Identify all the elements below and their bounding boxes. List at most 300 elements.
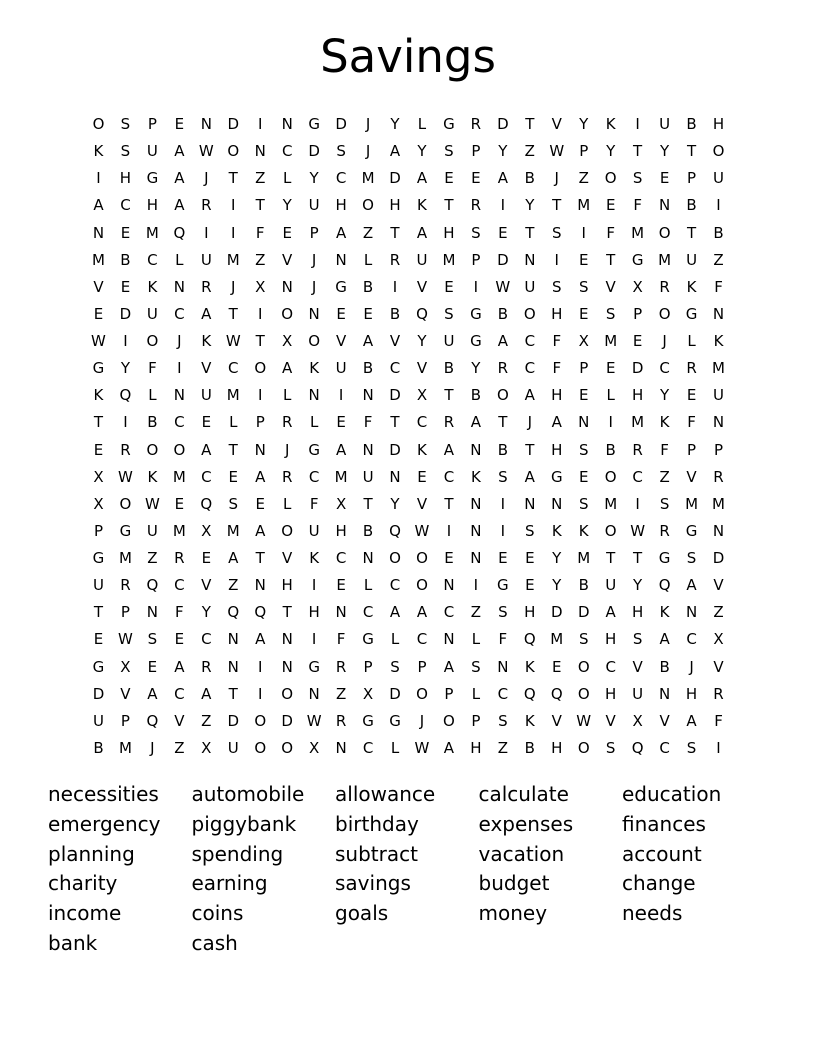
grid-cell[interactable]: T (228, 304, 238, 323)
grid-cell[interactable]: C (308, 467, 320, 486)
grid-cell[interactable]: I (311, 630, 317, 649)
grid-cell[interactable]: U (200, 250, 212, 269)
grid-cell[interactable]: O (416, 684, 428, 703)
grid-cell[interactable]: N (578, 413, 590, 432)
grid-cell[interactable]: N (712, 413, 725, 432)
grid-cell[interactable]: Q (227, 603, 240, 622)
grid-cell[interactable]: Z (659, 467, 670, 486)
grid-cell[interactable]: E (120, 277, 131, 296)
grid-cell[interactable]: O (146, 332, 159, 351)
grid-cell[interactable]: M (442, 250, 456, 269)
grid-cell[interactable]: P (713, 440, 724, 459)
grid-cell[interactable]: L (417, 115, 427, 134)
grid-cell[interactable]: B (362, 359, 374, 378)
grid-cell[interactable]: D (712, 549, 725, 568)
grid-cell[interactable]: V (174, 711, 185, 730)
grid-cell[interactable]: A (524, 467, 535, 486)
grid-cell[interactable]: W (144, 494, 160, 513)
grid-cell[interactable]: O (658, 304, 671, 323)
grid-cell[interactable]: N (200, 115, 212, 134)
grid-cell[interactable]: W (118, 467, 133, 486)
grid-cell[interactable]: V (416, 494, 428, 513)
grid-cell[interactable]: V (605, 277, 616, 296)
grid-cell[interactable]: Y (498, 142, 508, 161)
grid-cell[interactable]: Y (552, 549, 562, 568)
grid-cell[interactable]: H (146, 196, 159, 215)
grid-cell[interactable]: P (471, 711, 481, 730)
grid-cell[interactable]: O (496, 386, 509, 405)
grid-cell[interactable]: Z (362, 223, 374, 242)
grid-cell[interactable]: S (120, 115, 131, 134)
grid-cell[interactable]: Z (255, 250, 266, 269)
grid-cell[interactable]: S (686, 549, 697, 568)
grid-cell[interactable]: L (283, 386, 292, 405)
grid-cell[interactable]: A (659, 630, 670, 649)
grid-cell[interactable]: F (660, 440, 669, 459)
grid-cell[interactable]: N (685, 603, 698, 622)
grid-cell[interactable]: V (389, 332, 401, 351)
grid-cell[interactable]: N (173, 386, 185, 405)
grid-cell[interactable]: C (362, 603, 374, 622)
grid-cell[interactable]: K (470, 467, 481, 486)
grid-cell[interactable]: H (685, 684, 698, 703)
grid-cell[interactable]: O (227, 142, 240, 161)
grid-cell[interactable]: Q (523, 684, 536, 703)
grid-cell[interactable]: L (148, 386, 157, 405)
grid-cell[interactable]: W (198, 142, 214, 161)
grid-cell[interactable]: N (524, 250, 536, 269)
grid-cell[interactable]: C (389, 576, 401, 595)
grid-cell[interactable]: D (119, 304, 132, 323)
grid-cell[interactable]: I (338, 386, 344, 405)
grid-cell[interactable]: J (204, 169, 209, 188)
grid-cell[interactable]: H (551, 386, 563, 405)
grid-cell[interactable]: H (551, 738, 563, 757)
grid-cell[interactable]: T (255, 549, 265, 568)
grid-cell[interactable]: M (658, 250, 672, 269)
grid-cell[interactable]: M (226, 521, 240, 540)
grid-cell[interactable]: G (658, 549, 671, 568)
grid-cell[interactable]: A (93, 196, 104, 215)
grid-cell[interactable]: H (119, 169, 132, 188)
grid-cell[interactable]: D (389, 684, 401, 703)
grid-cell[interactable]: E (174, 494, 185, 513)
grid-cell[interactable]: X (93, 467, 104, 486)
grid-cell[interactable]: J (284, 440, 290, 459)
grid-cell[interactable]: C (524, 332, 536, 351)
grid-cell[interactable]: E (336, 304, 346, 323)
grid-cell[interactable]: F (255, 223, 265, 242)
grid-cell[interactable]: F (148, 359, 157, 378)
grid-cell[interactable]: H (605, 684, 617, 703)
grid-cell[interactable]: L (229, 413, 238, 432)
grid-cell[interactable]: N (443, 576, 455, 595)
grid-cell[interactable]: U (92, 576, 104, 595)
grid-cell[interactable]: D (308, 142, 320, 161)
grid-cell[interactable]: B (659, 657, 670, 676)
grid-cell[interactable]: V (120, 684, 131, 703)
grid-cell[interactable]: C (174, 304, 185, 323)
grid-cell[interactable]: L (687, 332, 696, 351)
grid-cell[interactable]: H (335, 521, 347, 540)
grid-cell[interactable]: K (524, 657, 535, 676)
grid-cell[interactable]: S (444, 304, 454, 323)
grid-cell[interactable]: A (335, 440, 347, 459)
grid-cell[interactable]: N (470, 494, 482, 513)
grid-cell[interactable]: U (713, 386, 724, 405)
grid-cell[interactable]: C (416, 413, 428, 432)
grid-cell[interactable]: E (417, 467, 427, 486)
grid-cell[interactable]: R (659, 277, 670, 296)
grid-cell[interactable]: K (309, 359, 320, 378)
grid-cell[interactable]: H (632, 603, 644, 622)
grid-cell[interactable]: P (255, 413, 265, 432)
grid-cell[interactable]: E (147, 657, 158, 676)
grid-cell[interactable]: M (334, 467, 348, 486)
grid-cell[interactable]: T (363, 494, 373, 513)
grid-cell[interactable]: N (389, 467, 401, 486)
grid-cell[interactable]: G (308, 115, 320, 134)
grid-cell[interactable]: Y (390, 494, 400, 513)
grid-cell[interactable]: E (363, 304, 373, 323)
grid-cell[interactable]: B (605, 440, 616, 459)
grid-cell[interactable]: U (146, 521, 158, 540)
grid-cell[interactable]: I (554, 250, 559, 269)
grid-cell[interactable]: M (92, 250, 105, 269)
grid-cell[interactable]: P (93, 521, 103, 540)
grid-cell[interactable]: Q (523, 630, 536, 649)
grid-cell[interactable]: S (578, 440, 589, 459)
grid-cell[interactable]: E (498, 549, 508, 568)
grid-cell[interactable]: M (631, 413, 645, 432)
grid-cell[interactable]: J (177, 332, 182, 351)
grid-cell[interactable]: H (443, 223, 455, 242)
grid-cell[interactable]: J (554, 169, 559, 188)
grid-cell[interactable]: B (147, 413, 158, 432)
grid-cell[interactable]: L (283, 169, 292, 188)
grid-cell[interactable]: P (579, 142, 589, 161)
grid-cell[interactable]: I (177, 359, 182, 378)
grid-cell[interactable]: B (497, 440, 508, 459)
grid-cell[interactable]: S (525, 521, 535, 540)
grid-cell[interactable]: N (362, 440, 374, 459)
grid-cell[interactable]: X (201, 738, 212, 757)
grid-cell[interactable]: R (659, 521, 670, 540)
grid-cell[interactable]: U (362, 467, 374, 486)
grid-cell[interactable]: K (659, 413, 670, 432)
grid-cell[interactable]: Y (120, 359, 131, 378)
grid-cell[interactable]: W (225, 332, 241, 351)
grid-cell[interactable]: L (175, 250, 184, 269)
grid-cell[interactable]: I (500, 494, 506, 513)
grid-cell[interactable]: I (258, 115, 263, 134)
grid-cell[interactable]: A (174, 657, 185, 676)
grid-cell[interactable]: A (174, 196, 185, 215)
grid-cell[interactable]: V (659, 711, 670, 730)
grid-cell[interactable]: A (497, 169, 508, 188)
grid-cell[interactable]: N (308, 304, 320, 323)
grid-cell[interactable]: P (633, 304, 643, 323)
grid-cell[interactable]: A (470, 413, 482, 432)
grid-cell[interactable]: Q (631, 738, 644, 757)
grid-cell[interactable]: Z (713, 603, 724, 622)
grid-cell[interactable]: D (497, 250, 509, 269)
grid-cell[interactable]: I (581, 223, 586, 242)
grid-cell[interactable]: N (281, 115, 293, 134)
grid-cell[interactable]: X (93, 494, 104, 513)
grid-cell[interactable]: I (473, 576, 479, 595)
grid-cell[interactable]: Y (660, 142, 670, 161)
grid-cell[interactable]: E (578, 386, 589, 405)
grid-cell[interactable]: P (471, 142, 481, 161)
grid-cell[interactable]: G (470, 332, 482, 351)
grid-cell[interactable]: F (714, 711, 723, 730)
grid-cell[interactable]: J (311, 277, 317, 296)
grid-cell[interactable]: H (551, 440, 563, 459)
grid-cell[interactable]: D (389, 440, 401, 459)
grid-cell[interactable]: A (416, 169, 428, 188)
grid-cell[interactable]: B (443, 359, 455, 378)
grid-cell[interactable]: E (174, 630, 185, 649)
grid-cell[interactable]: O (281, 738, 294, 757)
grid-cell[interactable]: A (282, 359, 293, 378)
grid-cell[interactable]: I (258, 657, 263, 676)
grid-cell[interactable]: N (308, 386, 320, 405)
grid-cell[interactable]: E (578, 250, 589, 269)
grid-cell[interactable]: X (201, 521, 212, 540)
grid-cell[interactable]: U (524, 277, 536, 296)
grid-cell[interactable]: E (578, 304, 589, 323)
grid-cell[interactable]: L (363, 576, 373, 595)
grid-cell[interactable]: Z (524, 142, 535, 161)
grid-cell[interactable]: N (227, 630, 239, 649)
grid-cell[interactable]: K (659, 603, 670, 622)
grid-cell[interactable]: R (713, 467, 724, 486)
grid-cell[interactable]: S (498, 467, 508, 486)
grid-cell[interactable]: Q (146, 711, 159, 730)
grid-cell[interactable]: I (258, 684, 263, 703)
grid-cell[interactable]: T (633, 142, 643, 161)
grid-cell[interactable]: W (91, 332, 106, 351)
grid-cell[interactable]: S (120, 142, 131, 161)
grid-cell[interactable]: X (335, 494, 347, 513)
grid-cell[interactable]: Z (255, 169, 266, 188)
grid-cell[interactable]: T (228, 169, 238, 188)
grid-cell[interactable]: E (201, 549, 212, 568)
grid-cell[interactable]: K (578, 521, 589, 540)
grid-cell[interactable]: I (96, 169, 101, 188)
grid-cell[interactable]: I (204, 223, 209, 242)
grid-cell[interactable]: J (689, 657, 694, 676)
grid-cell[interactable]: O (577, 657, 590, 676)
grid-cell[interactable]: E (336, 413, 346, 432)
grid-cell[interactable]: B (470, 386, 482, 405)
grid-cell[interactable]: C (443, 603, 455, 622)
grid-cell[interactable]: R (281, 467, 293, 486)
grid-cell[interactable]: A (201, 304, 212, 323)
grid-cell[interactable]: Z (578, 169, 589, 188)
grid-cell[interactable]: F (498, 630, 508, 649)
grid-cell[interactable]: L (606, 386, 615, 405)
grid-cell[interactable]: N (362, 386, 374, 405)
grid-cell[interactable]: W (414, 738, 430, 757)
grid-cell[interactable]: T (93, 413, 104, 432)
grid-cell[interactable]: Z (335, 684, 347, 703)
grid-cell[interactable]: V (551, 115, 562, 134)
grid-cell[interactable]: I (258, 304, 263, 323)
grid-cell[interactable]: R (174, 549, 185, 568)
grid-cell[interactable]: A (174, 169, 185, 188)
grid-cell[interactable]: V (335, 332, 347, 351)
grid-cell[interactable]: I (716, 196, 721, 215)
grid-cell[interactable]: O (254, 711, 267, 730)
grid-cell[interactable]: S (444, 142, 454, 161)
grid-cell[interactable]: C (362, 738, 374, 757)
grid-cell[interactable]: G (497, 576, 509, 595)
grid-cell[interactable]: Q (550, 684, 563, 703)
grid-cell[interactable]: V (416, 359, 428, 378)
grid-cell[interactable]: F (687, 413, 696, 432)
grid-cell[interactable]: A (686, 576, 697, 595)
grid-cell[interactable]: D (389, 386, 401, 405)
grid-cell[interactable]: M (712, 359, 725, 378)
grid-cell[interactable]: T (686, 142, 697, 161)
grid-cell[interactable]: B (362, 521, 374, 540)
grid-cell[interactable]: L (471, 684, 481, 703)
grid-cell[interactable]: G (92, 359, 105, 378)
grid-cell[interactable]: N (712, 521, 725, 540)
grid-cell[interactable]: S (390, 657, 400, 676)
grid-cell[interactable]: I (500, 521, 506, 540)
grid-cell[interactable]: F (552, 359, 562, 378)
grid-cell[interactable]: O (604, 169, 617, 188)
grid-cell[interactable]: L (471, 630, 481, 649)
grid-cell[interactable]: T (444, 196, 454, 215)
grid-cell[interactable]: D (389, 169, 401, 188)
grid-cell[interactable]: W (306, 711, 322, 730)
grid-cell[interactable]: O (173, 440, 186, 459)
grid-cell[interactable]: C (335, 169, 347, 188)
grid-cell[interactable]: H (605, 630, 617, 649)
grid-cell[interactable]: N (470, 521, 482, 540)
grid-cell[interactable]: N (362, 549, 374, 568)
grid-cell[interactable]: K (417, 440, 427, 459)
grid-cell[interactable]: T (390, 413, 400, 432)
grid-cell[interactable]: A (497, 332, 508, 351)
grid-cell[interactable]: O (416, 549, 428, 568)
grid-cell[interactable]: N (443, 630, 455, 649)
grid-cell[interactable]: M (226, 386, 240, 405)
grid-cell[interactable]: J (365, 142, 371, 161)
grid-cell[interactable]: T (444, 494, 454, 513)
grid-cell[interactable]: X (632, 277, 643, 296)
grid-cell[interactable]: A (201, 684, 212, 703)
grid-cell[interactable]: G (308, 440, 320, 459)
grid-cell[interactable]: T (525, 440, 535, 459)
grid-cell[interactable]: R (686, 359, 697, 378)
grid-cell[interactable]: I (231, 196, 236, 215)
grid-cell[interactable]: I (311, 576, 317, 595)
grid-cell[interactable]: C (524, 359, 536, 378)
grid-cell[interactable]: P (444, 684, 454, 703)
grid-cell[interactable]: A (147, 684, 158, 703)
grid-cell[interactable]: I (716, 738, 721, 757)
grid-cell[interactable]: Y (633, 576, 643, 595)
grid-cell[interactable]: N (146, 603, 158, 622)
grid-cell[interactable]: J (662, 332, 667, 351)
grid-cell[interactable]: S (552, 223, 562, 242)
grid-cell[interactable]: E (444, 277, 454, 296)
grid-cell[interactable]: Y (282, 196, 292, 215)
grid-cell[interactable]: C (659, 359, 670, 378)
grid-cell[interactable]: V (551, 711, 562, 730)
grid-cell[interactable]: T (633, 549, 643, 568)
grid-cell[interactable]: O (281, 521, 294, 540)
grid-cell[interactable]: I (123, 332, 128, 351)
grid-cell[interactable]: C (228, 359, 239, 378)
grid-cell[interactable]: K (417, 196, 427, 215)
grid-cell[interactable]: G (389, 711, 401, 730)
grid-cell[interactable]: T (255, 332, 265, 351)
grid-cell[interactable]: U (308, 196, 320, 215)
grid-cell[interactable]: S (498, 711, 508, 730)
grid-cell[interactable]: M (118, 549, 132, 568)
grid-cell[interactable]: J (419, 711, 425, 730)
grid-cell[interactable]: P (309, 223, 319, 242)
grid-cell[interactable]: Y (417, 142, 427, 161)
grid-cell[interactable]: B (524, 169, 535, 188)
grid-cell[interactable]: E (552, 657, 562, 676)
grid-cell[interactable]: I (608, 413, 613, 432)
grid-cell[interactable]: U (713, 169, 724, 188)
grid-cell[interactable]: Z (470, 603, 482, 622)
grid-cell[interactable]: O (308, 332, 321, 351)
grid-cell[interactable]: A (443, 440, 455, 459)
grid-cell[interactable]: C (120, 196, 131, 215)
grid-cell[interactable]: E (120, 223, 131, 242)
grid-cell[interactable]: S (471, 223, 481, 242)
grid-cell[interactable]: E (201, 413, 212, 432)
grid-cell[interactable]: N (308, 684, 320, 703)
grid-cell[interactable]: E (525, 576, 535, 595)
grid-cell[interactable]: T (498, 413, 508, 432)
grid-cell[interactable]: P (120, 711, 130, 730)
grid-cell[interactable]: M (226, 250, 240, 269)
grid-cell[interactable]: M (118, 738, 132, 757)
grid-cell[interactable]: H (389, 196, 401, 215)
grid-cell[interactable]: G (308, 657, 320, 676)
grid-cell[interactable]: X (309, 738, 320, 757)
grid-cell[interactable]: B (93, 738, 104, 757)
grid-cell[interactable]: K (713, 332, 724, 351)
grid-cell[interactable]: G (443, 115, 455, 134)
grid-cell[interactable]: W (630, 521, 646, 540)
grid-cell[interactable]: S (632, 169, 643, 188)
grid-cell[interactable]: M (631, 223, 645, 242)
grid-cell[interactable]: E (498, 223, 508, 242)
grid-cell[interactable]: X (255, 277, 266, 296)
grid-cell[interactable]: W (118, 630, 133, 649)
grid-cell[interactable]: N (658, 684, 671, 703)
grid-cell[interactable]: E (255, 494, 265, 513)
grid-cell[interactable]: W (549, 142, 565, 161)
grid-cell[interactable]: K (93, 142, 104, 161)
grid-cell[interactable]: Q (658, 576, 671, 595)
grid-cell[interactable]: A (389, 603, 401, 622)
grid-cell[interactable]: I (231, 223, 236, 242)
grid-cell[interactable]: Y (201, 603, 211, 622)
grid-cell[interactable]: U (335, 359, 347, 378)
